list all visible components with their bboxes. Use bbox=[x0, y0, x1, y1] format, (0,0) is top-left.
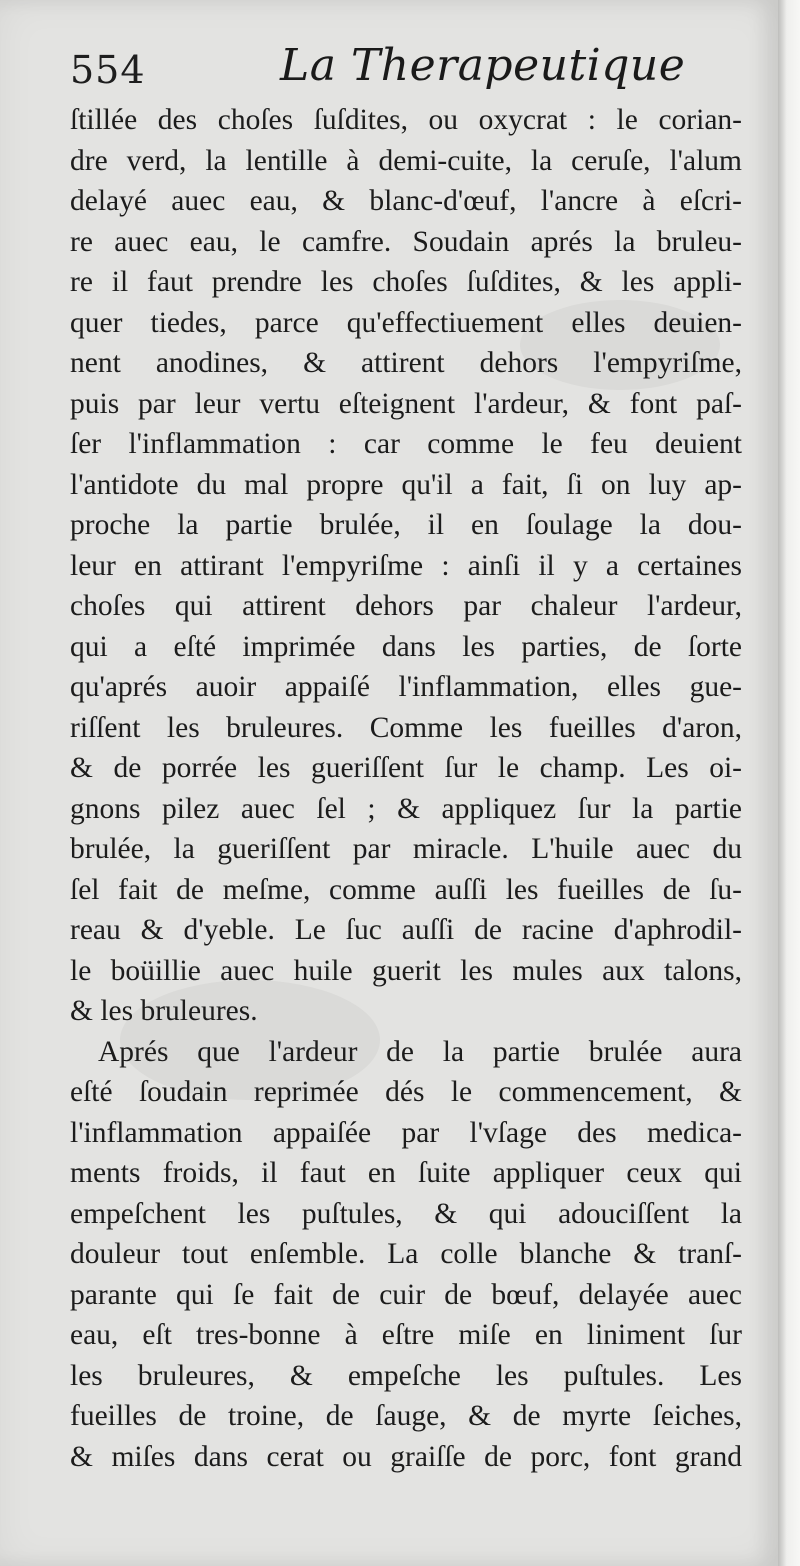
text-line: ſer l'inflammation : car comme le feu deuient bbox=[70, 428, 742, 460]
text-line: & de porrée les gueriſſent ſur le champ. Les oi- bbox=[70, 752, 742, 784]
text-line: proche la partie brulée, il en ſoulage la dou- bbox=[70, 509, 742, 541]
text-line: le boüillie auec huile guerit les mules aux talons, bbox=[70, 954, 742, 987]
running-title: La Therapeutique bbox=[280, 40, 686, 91]
text-line: brulée, la gueriſſent par miracle. L'huile auec du bbox=[70, 833, 742, 865]
text-line: qui a eſté imprimée dans les parties, de ſorte bbox=[70, 630, 742, 663]
paragraph-1 bbox=[70, 100, 742, 1032]
text-line: delayé auec eau, & blanc-d'œuf, l'ancre à eſcri- bbox=[70, 185, 742, 217]
text-line: empeſchent les puſtules, & qui adouciſſent la bbox=[70, 1197, 742, 1230]
paragraph-2 bbox=[70, 1032, 742, 1478]
text-line: eau, eſt tres-bonne à eſtre miſe en liniment ſur bbox=[70, 1319, 742, 1351]
text-line: & miſes dans cerat ou graiſſe de porc, font grand bbox=[70, 1440, 742, 1473]
text-line: fueilles de troine, de ſauge, & de myrte ſeiches, bbox=[70, 1400, 742, 1432]
text-line: Aprés que l'ardeur de la partie brulée aura bbox=[98, 1035, 742, 1068]
text-line: leur en attirant l'empyriſme : ainſi il y a certaines bbox=[70, 549, 742, 582]
text-line: & les bruleures. bbox=[70, 995, 258, 1027]
text-line: parante qui ſe fait de cuir de bœuf, delayée auec bbox=[70, 1278, 742, 1311]
text-line: dre verd, la lentille à demi-cuite, la ceruſe, l'alum bbox=[70, 144, 742, 177]
text-line: quer tiedes, parce qu'effectiuement elles deuien- bbox=[70, 306, 742, 339]
text-line: re auec eau, le camfre. Soudain aprés la bruleu- bbox=[70, 225, 742, 258]
text-line: gnons pilez auec ſel ; & appliquez ſur la partie bbox=[70, 792, 742, 825]
body-text bbox=[70, 100, 742, 1477]
text-line: ments froids, il faut en ſuite appliquer ceux qui bbox=[70, 1157, 742, 1189]
text-line: eſté ſoudain reprimée dés le commencement, & bbox=[70, 1076, 742, 1108]
text-line: les bruleures, & empeſche les puſtules. Les bbox=[70, 1359, 742, 1392]
text-line: nent anodines, & attirent dehors l'empyriſme, bbox=[70, 347, 742, 379]
text-line: re il faut prendre les choſes ſuſdites, & les appli- bbox=[70, 266, 742, 298]
text-line: puis par leur vertu eſteignent l'ardeur, & font paſ- bbox=[70, 387, 742, 420]
page-number: 554 bbox=[70, 48, 146, 92]
page-header bbox=[70, 40, 750, 96]
text-line: ſel fait de meſme, comme auſſi les fueilles de ſu- bbox=[70, 873, 742, 906]
text-line: l'inflammation appaiſée par l'vſage des medica- bbox=[70, 1116, 742, 1149]
page-edge bbox=[778, 0, 800, 1566]
text-line: reau & d'yeble. Le ſuc auſſi de racine d'aphrodil- bbox=[70, 914, 742, 946]
text-line: douleur tout enſemble. La colle blanche & tranſ- bbox=[70, 1238, 742, 1270]
text-line: ſtillée des choſes ſuſdites, ou oxycrat : le corian- bbox=[70, 104, 742, 136]
text-line: riſſent les bruleures. Comme les fueilles d'aron, bbox=[70, 711, 742, 744]
text-line: l'antidote du mal propre qu'il a fait, ſi on luy ap- bbox=[70, 468, 742, 501]
text-line: choſes qui attirent dehors par chaleur l'ardeur, bbox=[70, 590, 742, 622]
text-line: qu'aprés auoir appaiſé l'inflammation, elles gue- bbox=[70, 671, 742, 703]
